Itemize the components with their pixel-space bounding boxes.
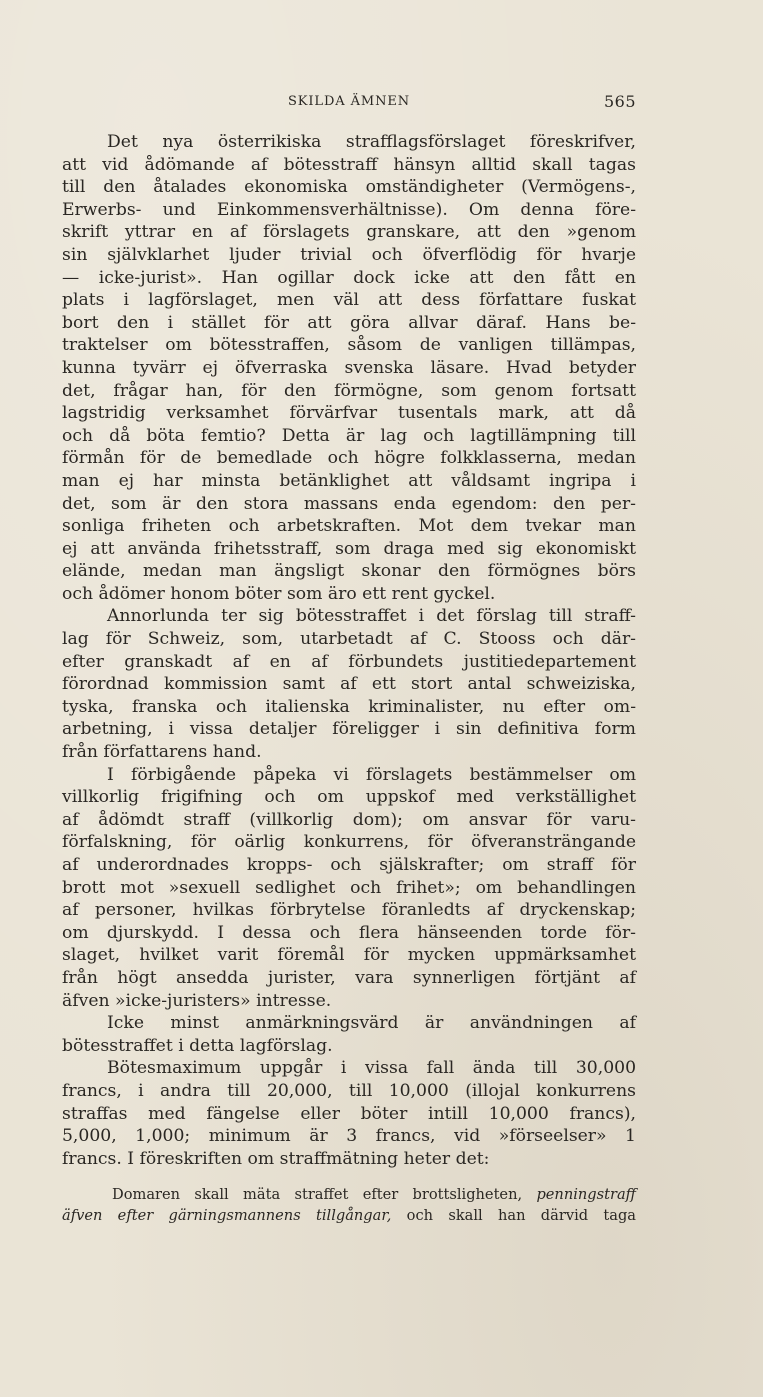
text-line: villkorlig frigifning och om uppskof med verkställighet — [62, 787, 636, 808]
text-line: bötesstraffet i detta lagförslag. — [62, 1035, 333, 1056]
text-line: kunna tyvärr ej öfverraska svenska läsare. Hvad betyder — [62, 357, 636, 378]
text-line: det, frågar han, för den förmögne, som genom fortsatt — [62, 380, 636, 401]
paragraph — [62, 1057, 636, 1170]
text-line: lag för Schweiz, som, utarbetadt af C. Stooss och där- — [62, 629, 636, 650]
page-number: 565 — [603, 92, 636, 111]
text-line: brott mot »sexuell sedlighet och frihet»; om behandlingen — [62, 877, 636, 898]
text-line: elände, medan man ängsligt skonar den förmögnes börs — [62, 561, 636, 582]
paragraph — [62, 1012, 636, 1057]
text-line: förmån för de bemedlade och högre folkklasserna, medan — [62, 448, 636, 469]
text-line: tyska, franska och italienska kriminalister, nu efter om- — [62, 696, 636, 717]
text-line: — icke-jurist». Han ogillar dock icke att den fått en — [62, 267, 636, 288]
text-line: man ej har minsta betänklighet att våldsamt ingripa i — [62, 470, 636, 491]
text-line: Bötesmaximum uppgår i vissa fall ända till 30,000 — [107, 1058, 636, 1079]
text-line: traktelser om bötesstraffen, såsom de vanligen tillämpas, — [62, 335, 636, 356]
running-head: SKILDA ÄMNEN — [287, 94, 411, 109]
text-line: från högt ansedda jurister, vara synnerligen förtjänt af — [62, 967, 636, 988]
text-line: Erwerbs- und Einkommensverhältnisse). Om denna före- — [62, 199, 636, 220]
text-line: lagstridig verksamhet förvärfvar tusentals mark, att då — [62, 403, 636, 424]
quote-emphasis: penningstraff — [536, 1186, 636, 1203]
text-line: af ådömdt straff (villkorlig dom); om ansvar för varu- — [62, 809, 636, 830]
text-line: arbetning, i vissa detaljer föreligger i sin definitiva form — [62, 719, 636, 740]
text-line: sonliga friheten och arbetskraften. Mot dem tvekar man — [62, 516, 636, 537]
text-line: och då böta femtio? Detta är lag och lagtillämpning till — [62, 425, 636, 446]
text-line: till den åtalades ekonomiska omständigheter (Vermögens-, — [62, 177, 636, 198]
text-line: att vid ådömande af bötesstraff hänsyn alltid skall tagas — [62, 154, 636, 175]
text-line: Det nya österrikiska strafflagsförslaget föreskrifver, — [107, 132, 636, 152]
page-header — [62, 92, 636, 116]
text-line: 5,000, 1,000; minimum är 3 francs, vid »förseelser» 1 — [62, 1126, 636, 1147]
text-line: det, som är den stora massans enda egendom: den per- — [62, 493, 636, 514]
text-line: slaget, hvilket varit föremål för mycken uppmärksamhet — [62, 945, 636, 966]
text-line: af underordnades kropps- och själskrafter; om straff för — [62, 855, 636, 875]
text-line: sin självklarhet ljuder trivial och öfverflödig för hvarje — [62, 244, 636, 265]
text-line: äfven »icke-juristers» intresse. — [62, 990, 332, 1011]
text-line: Annorlunda ter sig bötesstraffet i det förslag till straff- — [107, 606, 636, 627]
paragraph — [62, 605, 636, 763]
text-line: bort den i stället för att göra allvar däraf. Hans be- — [62, 312, 636, 333]
text-line: plats i lagförslaget, men väl att dess författare fuskat — [62, 290, 636, 311]
paragraph — [62, 764, 636, 1013]
block-quote — [62, 1184, 636, 1226]
quote-line — [62, 1184, 636, 1205]
text-line: francs, i andra till 20,000, till 10,000 (illojal konkurrens — [62, 1080, 636, 1101]
text-line: straffas med fängelse eller böter intill 10,000 francs), — [62, 1103, 636, 1124]
quote-text: Domaren skall mäta straffet efter brottsligheten, — [112, 1186, 523, 1203]
quote-line — [62, 1205, 636, 1226]
body-text — [62, 131, 636, 1170]
text-line: Icke minst anmärkningsvärd är användningen af — [107, 1013, 636, 1034]
text-line: skrift yttrar en af förslagets granskare, att den »genom — [62, 222, 636, 243]
text-line: af personer, hvilkas förbrytelse föranledts af dryckenskap; — [62, 900, 636, 921]
text-line: förordnad kommission samt af ett stort antal schweiziska, — [62, 674, 636, 695]
text-line: ej att använda frihetsstraff, som draga med sig ekonomiskt — [62, 538, 636, 559]
paragraph — [62, 131, 636, 605]
text-line: förfalskning, för oärlig konkurrens, för öfveransträngande — [62, 832, 636, 853]
text-line: efter granskadt af en af förbundets justitiedepartement — [62, 651, 636, 672]
quote-text: och skall han därvid taga — [406, 1207, 636, 1224]
text-line: I förbigående påpeka vi förslagets bestämmelser om — [107, 764, 636, 785]
text-line: om djurskydd. I dessa och flera hänseenden torde för- — [62, 922, 636, 943]
quote-emphasis: äfven efter gärningsmannens tillgångar, — [62, 1207, 392, 1224]
text-line: francs. I föreskriften om straffmätning heter det: — [62, 1148, 490, 1169]
text-line: från författarens hand. — [62, 742, 262, 763]
text-line: och ådömer honom böter som äro ett rent gyckel. — [62, 583, 496, 604]
